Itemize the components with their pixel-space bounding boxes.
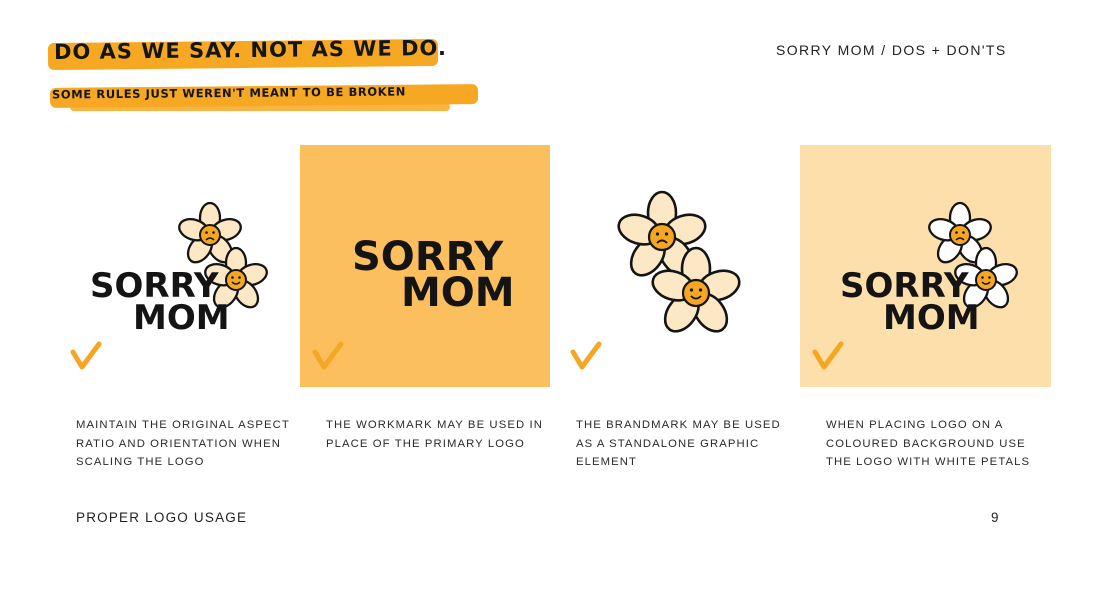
logo-word-sorry: SORRY [840, 266, 969, 306]
logo-word-mom: MOM [401, 270, 515, 316]
page-headline: DO AS WE SAY. NOT AS WE DO. [53, 35, 447, 65]
check-icon [315, 344, 341, 367]
wordmark-logo-graphic [300, 145, 551, 387]
white-petal-logo-graphic [800, 145, 1051, 387]
logo-panel-coloured-bg [800, 145, 1051, 387]
subline-highlight-stroke [70, 103, 450, 111]
logo-panel-primary [49, 145, 300, 387]
check-icon [73, 344, 99, 367]
logo-panel-wordmark [300, 145, 551, 387]
check-icon [573, 344, 599, 367]
page-subheadline: SOME RULES JUST WEREN'T MEANT TO BE BROKEN [51, 84, 406, 102]
caption-brandmark: THE BRANDMARK MAY BE USED AS A STANDALONE GRAPHIC ELEMENT [576, 419, 781, 468]
check-icon [815, 344, 841, 367]
brandmark-graphic [550, 145, 801, 387]
logo-word-sorry: SORRY [352, 234, 504, 280]
footer-label: PROPER LOGO USAGE [76, 510, 248, 525]
primary-logo-graphic [49, 145, 300, 387]
logo-word-sorry: SORRY [90, 266, 219, 306]
logo-word-mom: MOM [133, 298, 230, 338]
section-breadcrumb: SORRY MOM / DOS + DON'TS [776, 42, 1007, 58]
page-number: 9 [991, 510, 999, 525]
logo-word-mom: MOM [883, 298, 980, 338]
logo-panel-brandmark [550, 145, 801, 387]
caption-wordmark: THE WORKMARK MAY BE USED IN PLACE OF THE PRIMARY LOGO [326, 419, 543, 450]
caption-coloured-bg: WHEN PLACING LOGO ON A COLOURED BACKGROUND USE THE LOGO WITH WHITE PETALS [826, 419, 1031, 468]
caption-primary: MAINTAIN THE ORIGINAL ASPECT RATIO AND ORIENTATION WHEN SCALING THE LOGO [76, 419, 290, 468]
